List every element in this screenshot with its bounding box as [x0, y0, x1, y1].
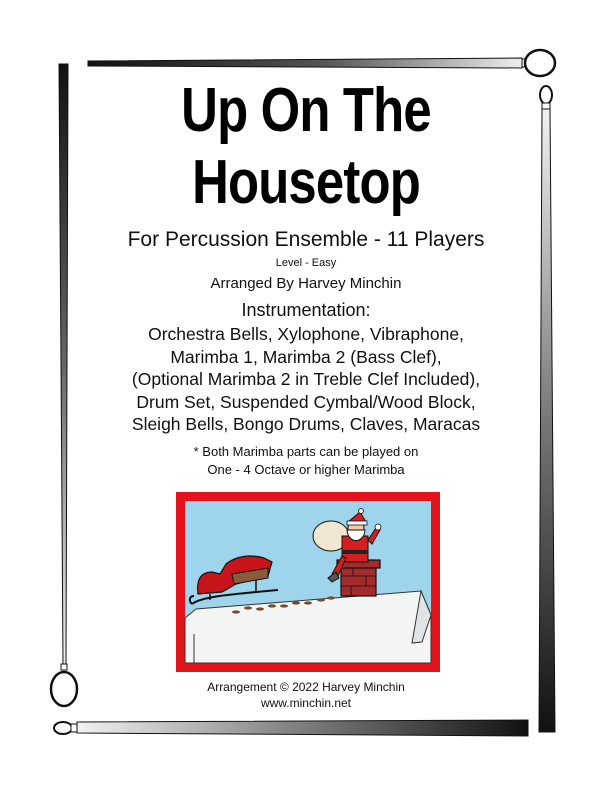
- arranger-credit: Arranged By Harvey Minchin: [210, 275, 402, 292]
- marimba-note: [60, 443, 552, 479]
- title-line-1: Up On The: [181, 76, 431, 145]
- subtitle: For Percussion Ensemble - 11 Players: [127, 228, 485, 251]
- copyright-text: Arrangement © 2022 Harvey Minchin: [207, 680, 405, 694]
- instrumentation-line: (Optional Marimba 2 in Treble Clef Included),: [131, 369, 481, 389]
- instrumentation-heading: Instrumentation:: [241, 300, 371, 320]
- difficulty-level: Level - Easy: [275, 257, 337, 269]
- title-line-2: Housetop: [192, 148, 420, 217]
- marimba-note-line-1: * Both Marimba parts can be played on: [193, 444, 419, 459]
- santa-rooftop-illustration: [176, 492, 440, 672]
- instrumentation-line: Marimba 1, Marimba 2 (Bass Clef),: [170, 346, 442, 367]
- instrumentation-line: Drum Set, Suspended Cymbal/Wood Block,: [136, 391, 476, 412]
- copyright-block: [60, 679, 552, 711]
- bottom-mallet: [54, 720, 528, 736]
- instrumentation-line: Sleigh Bells, Bongo Drums, Claves, Maracas: [131, 414, 481, 434]
- website-link[interactable]: www.minchin.net: [260, 696, 352, 710]
- top-mallet: [88, 50, 555, 76]
- marimba-note-line-2: One - 4 Octave or higher Marimba: [207, 462, 405, 477]
- instrumentation-list: [60, 323, 552, 436]
- instrumentation-line: Orchestra Bells, Xylophone, Vibraphone,: [148, 324, 464, 344]
- chimney: [337, 560, 380, 596]
